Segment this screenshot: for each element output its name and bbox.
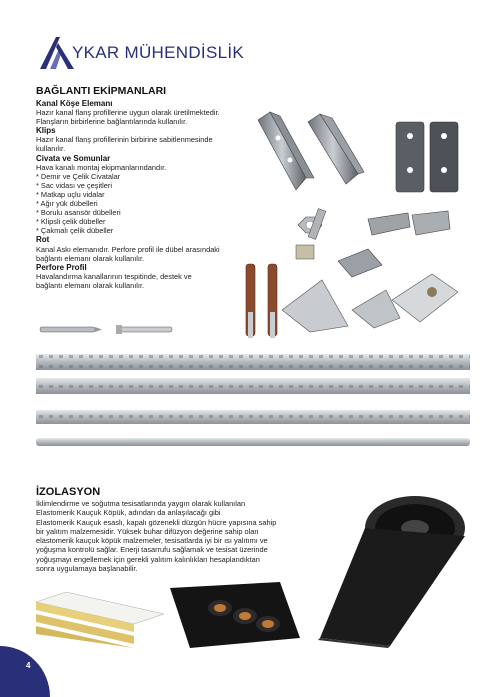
insulation-line: bir yalıtım malzemesidir. Yüksek buhar difüzyon değerine sahip olan <box>36 526 259 536</box>
item-text-line: kullanılır. <box>36 144 66 154</box>
page-corner-shape <box>0 646 50 697</box>
list-item: * Ağır yük dübelleri <box>36 199 98 209</box>
item-text-line: bağlantı elemanı olarak kullanılır. <box>36 280 145 290</box>
insulation-line: sonra uygulamaya başlanabilir. <box>36 564 138 574</box>
item-text-line: Flanşların birbirlerine bağlantılarında kullanılır. <box>36 117 188 127</box>
list-item: * Sac vidası ve çeşitleri <box>36 180 112 190</box>
insulation-line: Elastomerik Kauçuk esaslı, kapalı gözenekli düzgün hücre yapısına sahip <box>36 517 277 527</box>
insulation-line: Elastomerik Kauçuk Köpük, adından da anlaşılacağı gibi <box>36 508 221 518</box>
insulation-title: İZOLASYON <box>36 486 101 498</box>
item-text-line: Hazır kanal flanş profillerinin birbirine sabitlenmesinde <box>36 135 213 145</box>
item-heading: Perfore Profil <box>36 262 87 272</box>
item-text-line: Hava kanalı montaj ekipmanlarındandır. <box>36 162 167 172</box>
insulation-line: yoğuşma kontrolü sağlar. Enerji tasarrufu sağlamak ve tesisat üzerinde <box>36 545 268 555</box>
insulation-line: İklimlendirme ve soğutma tesisatlarında yaygın olarak kullanılan <box>36 499 246 508</box>
item-heading: Klips <box>36 126 56 136</box>
item-kanal-kose <box>36 99 261 290</box>
insulation-pipes-image <box>170 578 305 653</box>
section-title: BAĞLANTI EKİPMANLARI <box>36 85 167 97</box>
brand-logo-icon <box>36 33 76 73</box>
list-item: * Matkap uçlu vidalar <box>36 189 105 199</box>
corner-brackets-image <box>258 108 473 203</box>
item-text-line: Havalandırma kanallarının tespitinde, destek ve <box>36 271 192 281</box>
perforated-profiles-image <box>36 352 470 450</box>
insulation-line: elastomerik kauçuk köpük malzemeler, tesisatlarda iyi bir ısı yalıtımı ve <box>36 536 268 546</box>
item-text-line: bağlantı elemanı olarak kullanılır. <box>36 253 145 263</box>
rubber-roll-image <box>310 488 470 648</box>
list-item: * Demir ve Çelik Civatalar <box>36 171 121 181</box>
item-heading: Civata ve Somunlar <box>36 153 111 163</box>
brand-name: YKAR MÜHENDİSLİK <box>72 43 245 62</box>
list-item: * Çakmalı çelik dübeller <box>36 226 114 236</box>
list-item: * Klipsli çelik dübeller <box>36 217 106 227</box>
item-heading: Rot <box>36 235 50 245</box>
item-text-line: Hazır kanal flanş profillerine uygun olarak üretilmektedir. <box>36 108 220 118</box>
page-number: 4 <box>26 661 31 670</box>
insulation-paragraph <box>36 499 316 573</box>
insulation-line: yoğuşmayı engellemek için gerekli yalıtım kalınlıkları hesaplandıktan <box>36 554 260 564</box>
item-heading: Kanal Köşe Elemanı <box>36 99 113 108</box>
nuts-and-clips-image <box>288 205 463 280</box>
brand-logo <box>36 33 244 73</box>
flange-corners-image <box>282 270 462 335</box>
screws-image <box>36 323 196 337</box>
glass-wool-image <box>36 588 166 648</box>
item-text-line: Kanal Askı elemanıdır. Perfore profil ile dübel arasındaki <box>36 244 220 254</box>
list-item: * Borulu asansör dübelleri <box>36 208 121 218</box>
